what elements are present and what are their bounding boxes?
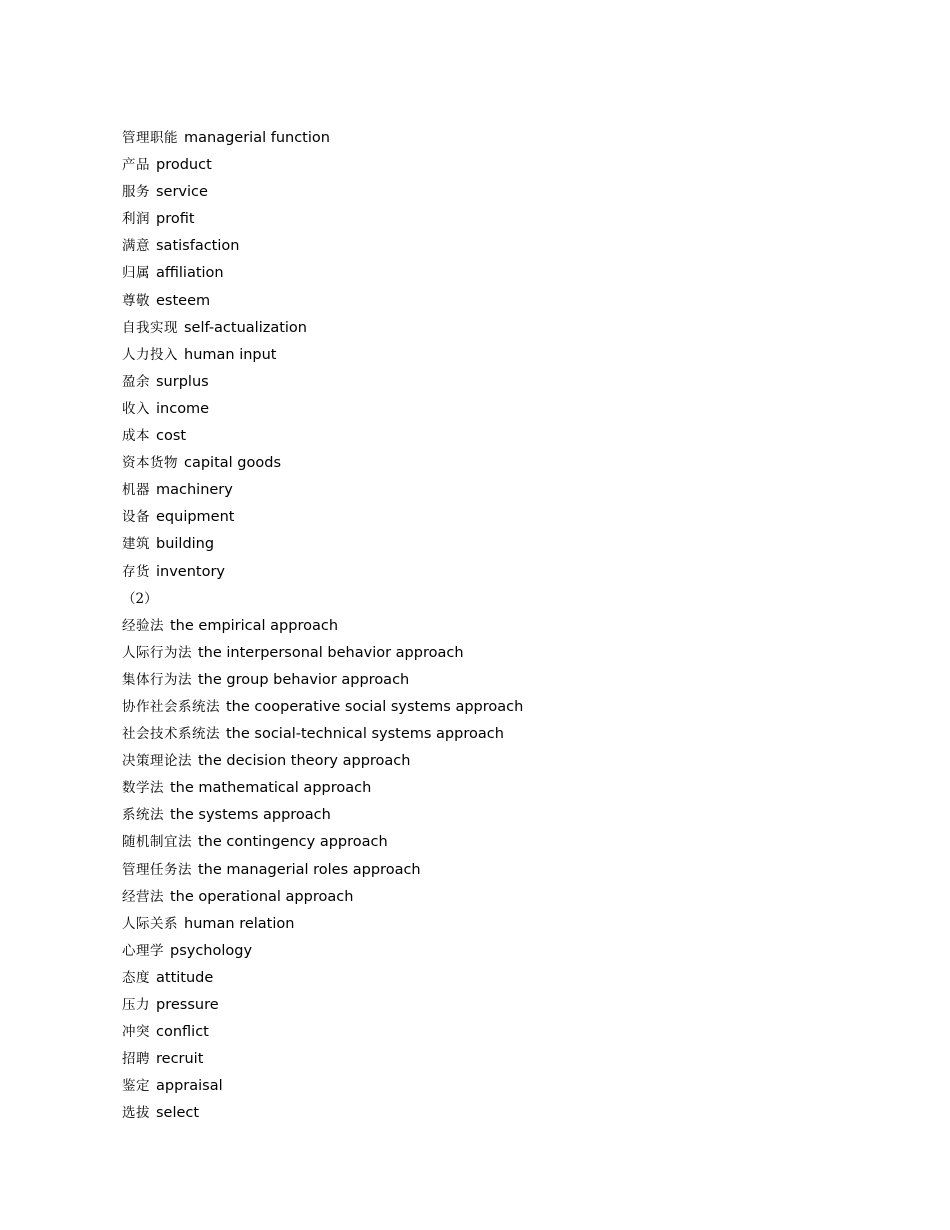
term-chinese: 数学法: [122, 780, 164, 797]
glossary-row: [122, 992, 523, 1019]
term-english: recruit: [156, 1051, 204, 1068]
glossary-row: [122, 1073, 523, 1100]
glossary-row: [122, 423, 523, 450]
term-chinese: 建筑: [122, 536, 150, 553]
glossary-row: [122, 911, 523, 938]
glossary-row: [122, 857, 523, 884]
term-english: the group behavior approach: [198, 671, 410, 688]
term-english: affiliation: [156, 265, 224, 282]
term-english: pressure: [156, 997, 219, 1013]
term-english: managerial function: [184, 130, 330, 146]
term-chinese: 尊敬: [122, 292, 150, 309]
glossary-row: [122, 884, 523, 911]
term-chinese: 人力投入: [122, 346, 178, 363]
glossary-row: [122, 802, 523, 829]
term-chinese: 自我实现: [122, 319, 178, 336]
glossary-row: [122, 206, 523, 233]
term-chinese: 协作社会系统法: [122, 698, 220, 715]
term-chinese: 人际行为法: [122, 644, 192, 661]
term-chinese: 心理学: [122, 942, 164, 959]
term-chinese: 设备: [122, 509, 150, 526]
glossary-row: [122, 288, 523, 315]
term-chinese: 随机制宜法: [122, 834, 192, 851]
term-english: inventory: [156, 563, 226, 580]
glossary-row: [122, 315, 523, 342]
term-english: capital goods: [184, 455, 282, 472]
term-chinese: 盈余: [122, 373, 150, 390]
term-english: esteem: [156, 292, 211, 309]
glossary-row: [122, 1019, 523, 1046]
term-chinese: 鉴定: [122, 1078, 150, 1095]
term-chinese: 机器: [122, 482, 150, 499]
term-english: human input: [184, 346, 277, 363]
term-english: conflict: [156, 1024, 209, 1041]
term-chinese: 收入: [122, 400, 150, 417]
term-english: the interpersonal behavior approach: [198, 644, 464, 661]
term-chinese: 决策理论法: [122, 753, 192, 770]
glossary-row: [122, 369, 523, 396]
glossary-row: [122, 504, 523, 531]
glossary-row: [122, 152, 523, 179]
glossary-row: [122, 450, 523, 477]
term-chinese: 成本: [122, 428, 150, 445]
term-english: the mathematical approach: [170, 780, 372, 797]
glossary-list: [122, 125, 523, 1127]
term-chinese: 社会技术系统法: [122, 726, 220, 743]
term-english: the cooperative social systems approach: [226, 698, 524, 715]
glossary-row: [122, 125, 523, 152]
glossary-row: [122, 233, 523, 260]
term-english: the social-technical systems approach: [226, 726, 504, 743]
term-english: the contingency approach: [198, 834, 388, 851]
term-english: the operational approach: [170, 888, 354, 905]
term-chinese: 态度: [122, 969, 150, 986]
term-english: the managerial roles approach: [198, 861, 421, 878]
term-english: product: [156, 157, 212, 174]
glossary-row: [122, 1046, 523, 1073]
term-chinese: 存货: [122, 563, 150, 580]
term-english: profit: [156, 211, 195, 228]
glossary-row: [122, 667, 523, 694]
term-english: appraisal: [156, 1078, 223, 1095]
section-marker: （2）: [122, 590, 158, 607]
glossary-row: [122, 694, 523, 721]
glossary-row: [122, 938, 523, 965]
term-english: psychology: [170, 942, 253, 959]
term-chinese: 经营法: [122, 888, 164, 905]
glossary-row: [122, 613, 523, 640]
term-english: select: [156, 1105, 200, 1122]
term-chinese: 产品: [122, 157, 150, 174]
term-english: surplus: [156, 373, 209, 390]
glossary-row: [122, 559, 523, 586]
glossary-row: [122, 396, 523, 423]
term-chinese: 服务: [122, 184, 150, 201]
term-english: machinery: [156, 482, 233, 499]
term-chinese: 归属: [122, 265, 150, 282]
term-chinese: 压力: [122, 997, 150, 1013]
term-english: the systems approach: [170, 807, 331, 824]
term-english: building: [156, 536, 215, 553]
term-chinese: 利润: [122, 211, 150, 228]
term-chinese: 管理职能: [122, 130, 178, 146]
term-chinese: 满意: [122, 238, 150, 255]
glossary-row: [122, 1100, 523, 1127]
term-chinese: 管理任务法: [122, 861, 192, 878]
glossary-row: [122, 965, 523, 992]
term-english: the decision theory approach: [198, 753, 411, 770]
glossary-row: [122, 342, 523, 369]
glossary-row: [122, 829, 523, 856]
term-english: human relation: [184, 915, 295, 932]
glossary-row: [122, 640, 523, 667]
term-english: cost: [156, 428, 187, 445]
term-chinese: 招聘: [122, 1051, 150, 1068]
glossary-row: [122, 260, 523, 287]
term-english: attitude: [156, 969, 214, 986]
glossary-row: [122, 748, 523, 775]
term-english: self-actualization: [184, 319, 307, 336]
term-english: satisfaction: [156, 238, 240, 255]
term-chinese: 人际关系: [122, 915, 178, 932]
term-chinese: 冲突: [122, 1024, 150, 1041]
term-english: service: [156, 184, 208, 201]
glossary-row: [122, 477, 523, 504]
term-chinese: 系统法: [122, 807, 164, 824]
term-english: the empirical approach: [170, 617, 339, 634]
term-chinese: 集体行为法: [122, 671, 192, 688]
term-chinese: 经验法: [122, 617, 164, 634]
section-marker-row: [122, 586, 523, 613]
term-english: income: [156, 400, 210, 417]
term-english: equipment: [156, 509, 235, 526]
glossary-row: [122, 179, 523, 206]
term-chinese: 资本货物: [122, 455, 178, 472]
glossary-row: [122, 531, 523, 558]
term-chinese: 选拔: [122, 1105, 150, 1122]
glossary-row: [122, 775, 523, 802]
glossary-row: [122, 721, 523, 748]
